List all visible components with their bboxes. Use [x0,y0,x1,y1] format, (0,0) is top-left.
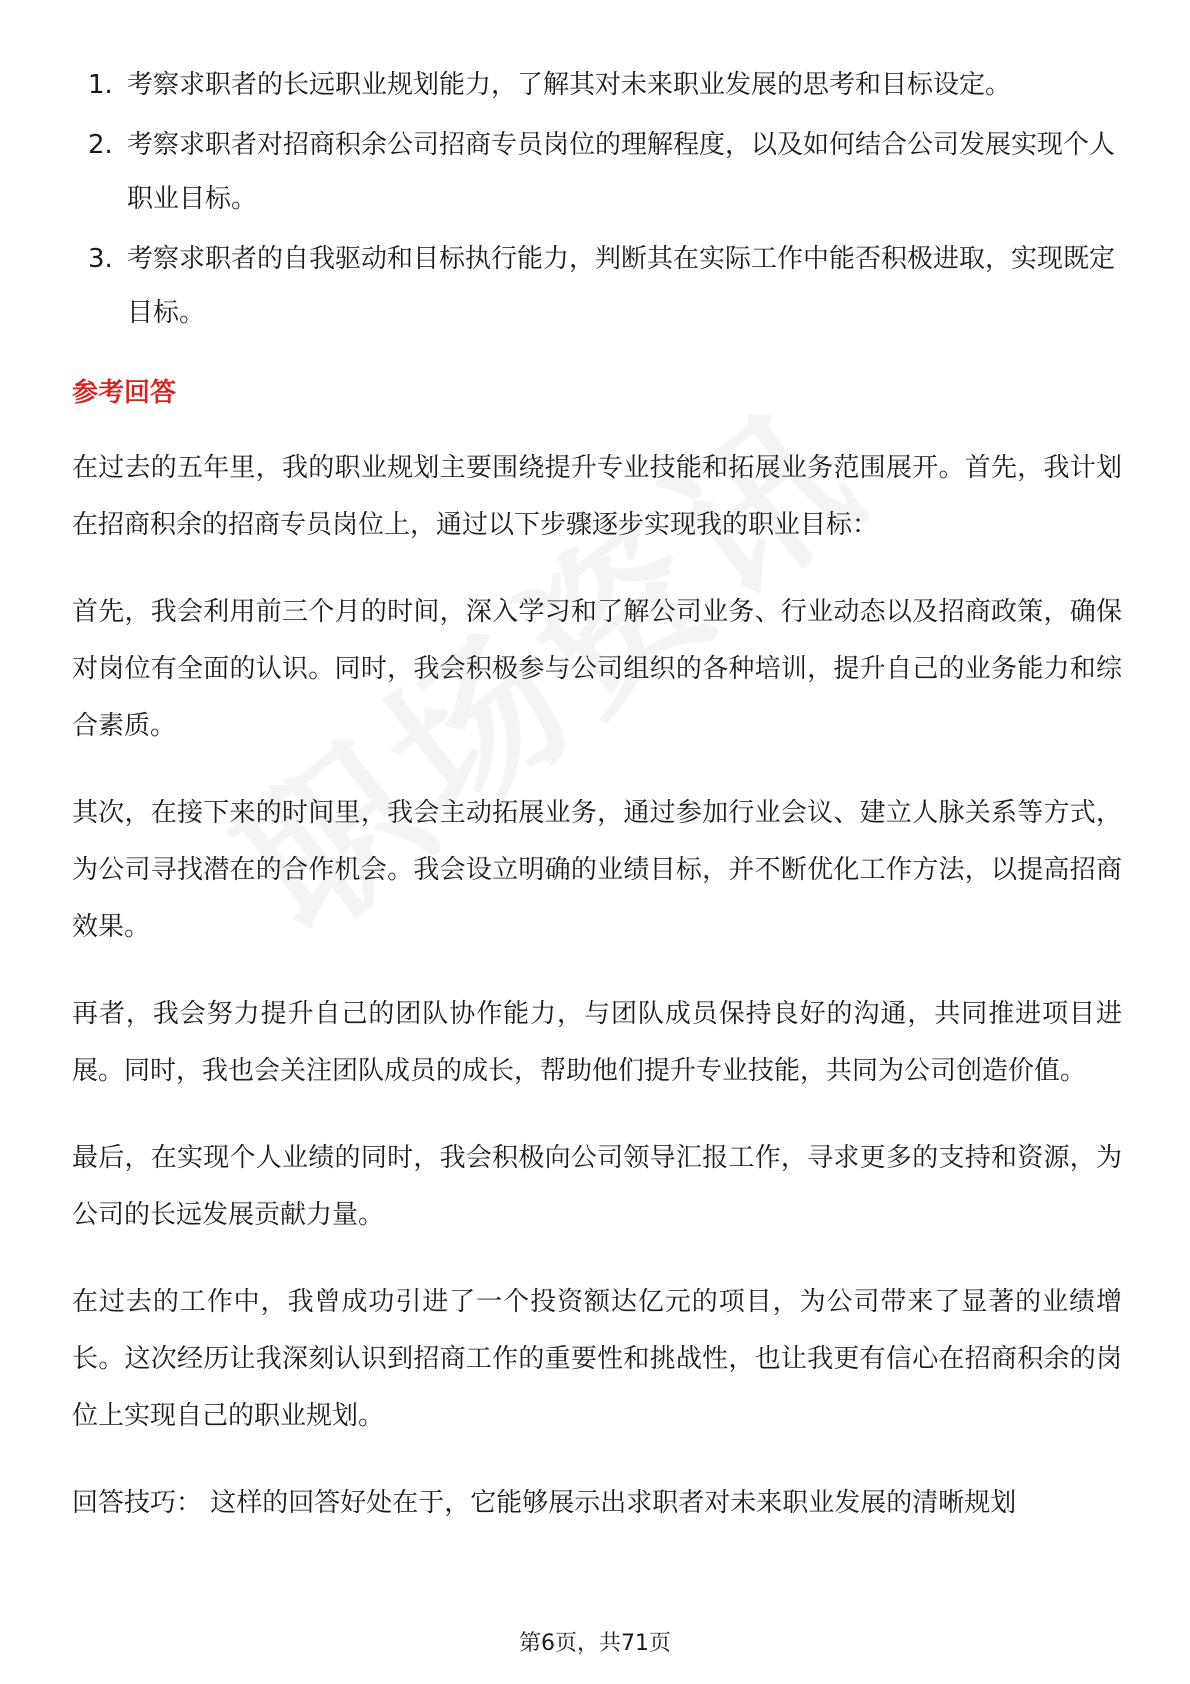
paragraph: 在过去的五年里，我的职业规划主要围绕提升专业技能和拓展业务范围展开。首先，我计划在招商积余的招商专员岗位上，通过以下步骤逐步实现我的职业目标： [72,453,1122,540]
paragraph: 回答技巧： 这样的回答好处在于，它能够展示出求职者对未来职业发展的清晰规划 [72,1488,1017,1518]
list-number: 1. [88,70,113,100]
paragraph: 最后，在实现个人业绩的同时，我会积极向公司领导汇报工作，寻求更多的支持和资源，为公司的长远发展贡献力量。 [72,1143,1122,1230]
paragraph: 其次，在接下来的时间里，我会主动拓展业务，通过参加行业会议、建立人脉关系等方式，为公司寻找潜在的合作机会。我会设立明确的业绩目标，并不断优化工作方法，以提高招商效果。 [72,798,1122,942]
list-number: 3. [88,244,113,274]
list-number: 2. [88,130,113,160]
page-footer: 第6页，共71页 [519,1631,671,1656]
list-item [72,232,1122,340]
list-text: 考察求职者的自我驱动和目标执行能力，判断其在实际工作中能否积极进取，实现既定目标。 [127,244,1116,328]
list-text: 考察求职者对招商积余公司招商专员岗位的理解程度，以及如何结合公司发展实现个人职业目标。 [127,130,1116,214]
paragraph: 在过去的工作中，我曾成功引进了一个投资额达亿元的项目，为公司带来了显著的业绩增长。这次经历让我深刻认识到招商工作的重要性和挑战性，也让我更有信心在招商积余的岗位上实现自己的职业规划。 [72,1287,1122,1431]
list-text: 考察求职者的长远职业规划能力，了解其对未来职业发展的思考和目标设定。 [127,70,1012,100]
list-item [72,118,1122,226]
objectives-list [72,58,1122,340]
list-item [72,58,1122,112]
document-content [72,58,1122,1562]
section-heading: 参考回答 [72,378,177,408]
paragraph: 再者，我会努力提升自己的团队协作能力，与团队成员保持良好的沟通，共同推进项目进展。同时，我也会关注团队成员的成长，帮助他们提升专业技能，共同为公司创造价值。 [72,999,1122,1086]
paragraph: 首先，我会利用前三个月的时间，深入学习和了解公司业务、行业动态以及招商政策，确保对岗位有全面的认识。同时，我会积极参与公司组织的各种培训，提升自己的业务能力和综合素质。 [72,597,1122,741]
